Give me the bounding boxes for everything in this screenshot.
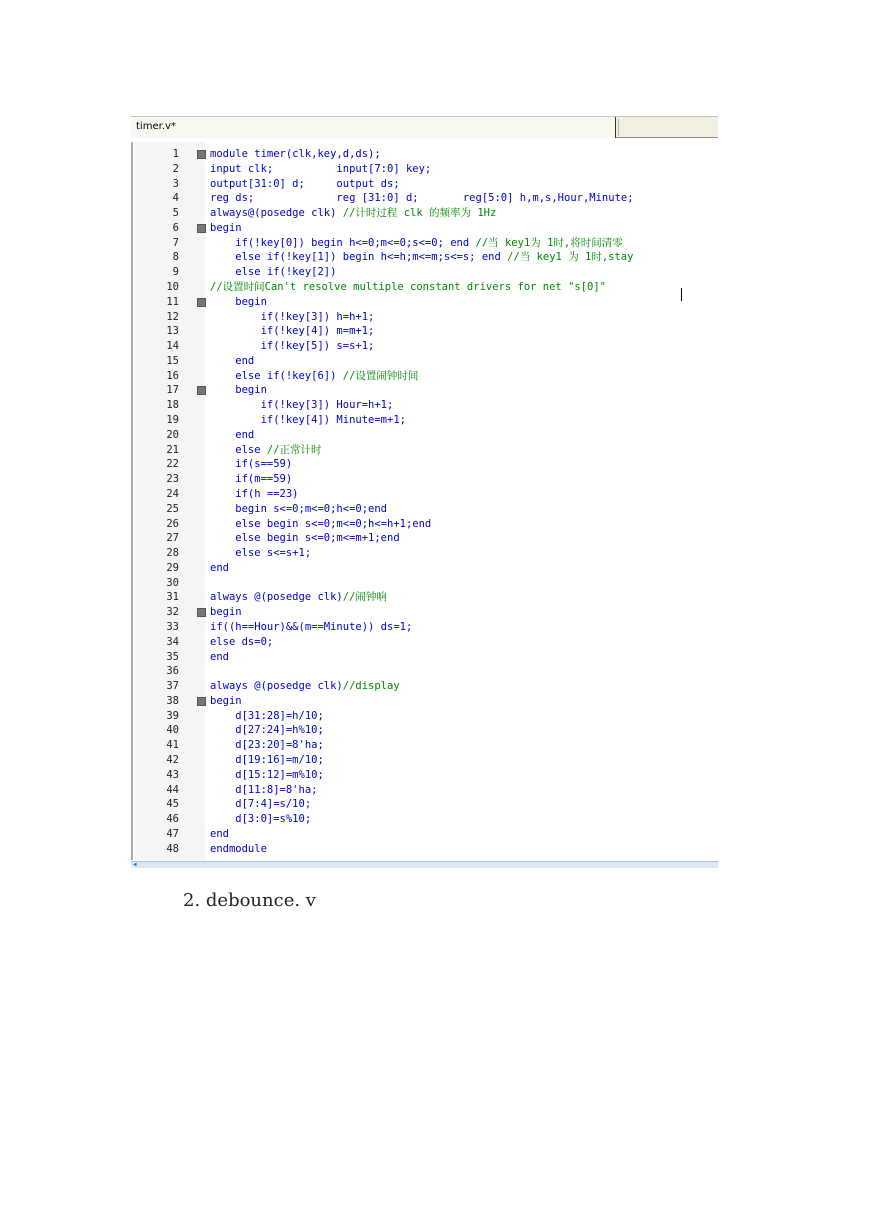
code-text (210, 679, 400, 694)
code-text (210, 354, 254, 369)
code-text (210, 650, 229, 665)
line-number: 29 (166, 561, 179, 574)
code-line[interactable] (133, 827, 718, 842)
fold-collapse-icon[interactable] (197, 224, 206, 233)
horizontal-scrollbar[interactable] (131, 861, 718, 868)
code-text (210, 812, 311, 827)
code-line[interactable] (133, 369, 718, 384)
line-number: 25 (166, 502, 179, 515)
code-text (210, 738, 324, 753)
code-text (210, 472, 292, 487)
code-text (210, 502, 387, 517)
line-number: 46 (166, 813, 179, 826)
code-text (210, 295, 267, 310)
code-line[interactable] (133, 709, 718, 724)
line-number: 23 (166, 473, 179, 486)
line-number: 38 (166, 694, 179, 707)
code-text (210, 236, 623, 251)
code-token: if(!key[5]) s=s+1; (210, 340, 375, 353)
code-text (210, 605, 242, 620)
code-text (210, 265, 336, 280)
code-line[interactable] (133, 797, 718, 812)
code-line[interactable] (133, 206, 718, 221)
code-line[interactable] (133, 177, 718, 192)
code-token: else (210, 443, 267, 456)
code-token: if(!key[3]) Hour=h+1; (210, 399, 394, 412)
code-token: module timer(clk,key,d,ds); (210, 148, 381, 160)
code-token: input clk; input[7:0] key; (210, 162, 432, 175)
code-line[interactable] (133, 694, 718, 709)
code-text (210, 398, 393, 413)
code-token: d[7:4]=s/10; (210, 798, 312, 811)
fold-collapse-icon[interactable] (197, 608, 206, 617)
code-line[interactable] (133, 502, 718, 517)
code-token: end (210, 354, 255, 367)
code-token: d[31:28]=h/10; (210, 709, 324, 722)
line-number: 48 (166, 842, 179, 855)
code-token: d[23:20]=8'ha; (210, 739, 324, 752)
line-number: 24 (166, 487, 179, 500)
tab-timer-v[interactable]: timer.v* (131, 117, 616, 138)
code-line[interactable] (133, 635, 718, 650)
code-editor-window (131, 116, 718, 868)
line-number: 13 (166, 325, 179, 338)
code-line[interactable] (133, 664, 718, 679)
fold-collapse-icon[interactable] (197, 386, 206, 395)
code-text (210, 709, 324, 724)
line-number: 43 (166, 768, 179, 781)
code-token: else if(!key[6]) (210, 369, 343, 382)
code-token: d[27:24]=h%10; (210, 724, 324, 737)
code-token: end (210, 650, 229, 663)
code-comment: //当 key1 为 1时,stay (507, 251, 634, 264)
code-text (210, 383, 267, 398)
code-text (210, 162, 431, 177)
code-token: begin (210, 606, 242, 619)
line-number: 41 (166, 739, 179, 752)
line-number: 31 (166, 591, 179, 604)
code-line[interactable] (133, 546, 718, 561)
code-token: if(!key[3]) h=h+1; (210, 310, 375, 323)
line-number: 12 (166, 310, 179, 323)
code-token: endmodule (210, 842, 267, 855)
code-line[interactable] (133, 236, 718, 251)
code-text (210, 147, 381, 162)
code-token: begin (210, 694, 242, 707)
code-text (210, 783, 317, 798)
code-text (210, 797, 311, 812)
line-number: 26 (166, 517, 179, 530)
code-comment: //display (342, 680, 400, 693)
code-line[interactable] (133, 324, 718, 339)
code-line[interactable] (133, 354, 718, 369)
section-caption: 2. debounce. v (183, 890, 316, 911)
code-line[interactable] (133, 561, 718, 576)
line-number: 9 (172, 266, 179, 279)
code-line[interactable] (133, 147, 718, 162)
line-number: 15 (166, 354, 179, 367)
code-token: always@(posedge clk) (210, 207, 343, 220)
code-comment: //当 key1为 1时,将时间清零 (475, 236, 623, 249)
fold-collapse-icon[interactable] (197, 697, 206, 706)
code-line[interactable] (133, 723, 718, 738)
code-line[interactable] (133, 650, 718, 665)
code-token: if(!key[4]) Minute=m+1; (210, 414, 406, 427)
code-line[interactable] (133, 221, 718, 236)
code-text (210, 753, 324, 768)
code-text (210, 250, 633, 265)
line-number: 35 (166, 650, 179, 663)
code-text (210, 561, 229, 576)
line-number: 33 (166, 620, 179, 633)
line-number: 10 (166, 281, 179, 294)
line-number: 45 (166, 798, 179, 811)
line-number: 8 (172, 251, 179, 264)
tab-strip (131, 116, 718, 138)
code-area[interactable] (131, 142, 718, 860)
code-line[interactable] (133, 812, 718, 827)
line-number: 5 (172, 207, 179, 220)
line-number: 3 (172, 177, 179, 190)
code-comment: //闹钟响 (342, 591, 387, 604)
line-number: 34 (166, 635, 179, 648)
code-line[interactable] (133, 398, 718, 413)
line-number: 42 (166, 753, 179, 766)
code-line[interactable] (133, 753, 718, 768)
line-number: 4 (172, 192, 179, 205)
code-token: end (210, 561, 229, 574)
line-number: 40 (166, 724, 179, 737)
code-text (210, 428, 254, 443)
code-line[interactable] (133, 191, 718, 206)
code-text (210, 324, 374, 339)
code-token: d[11:8]=8'ha; (210, 783, 318, 796)
code-text (210, 768, 324, 783)
code-line[interactable] (133, 339, 718, 354)
code-line[interactable] (133, 280, 718, 295)
code-line[interactable] (133, 443, 718, 458)
code-line[interactable] (133, 590, 718, 605)
code-line[interactable] (133, 783, 718, 798)
code-line[interactable] (133, 531, 718, 546)
code-text (210, 694, 242, 709)
line-number: 17 (166, 384, 179, 397)
code-token: d[19:16]=m/10; (210, 753, 324, 766)
code-text (210, 191, 634, 206)
code-token: output[31:0] d; output ds; (210, 177, 400, 190)
code-line[interactable] (133, 679, 718, 694)
code-token: if((h==Hour)&&(m==Minute)) ds=1; (210, 620, 413, 633)
line-number: 36 (166, 665, 179, 678)
line-number: 16 (166, 369, 179, 382)
code-text (210, 487, 299, 502)
code-line[interactable] (133, 413, 718, 428)
line-number: 39 (166, 709, 179, 722)
code-text (210, 413, 406, 428)
line-number: 18 (166, 399, 179, 412)
code-token: reg ds; reg [31:0] d; reg[5:0] h,m,s,Hour,Minute; (210, 192, 634, 205)
code-token: if(!key[4]) m=m+1; (210, 325, 375, 338)
code-line[interactable] (133, 295, 718, 310)
code-text (210, 546, 311, 561)
code-token: else begin s<=0;m<=0;h<=h+1;end (210, 517, 432, 530)
code-token: if(!key[0]) begin h<=0;m<=0;s<=0; end (210, 236, 476, 249)
code-token: always @(posedge clk) (210, 591, 343, 604)
code-line[interactable] (133, 265, 718, 280)
code-line[interactable] (133, 487, 718, 502)
code-line[interactable] (133, 605, 718, 620)
line-number: 21 (166, 443, 179, 456)
code-line[interactable] (133, 383, 718, 398)
code-text (210, 457, 292, 472)
code-token: d[15:12]=m%10; (210, 768, 324, 781)
code-text (210, 443, 322, 458)
code-text (210, 635, 273, 650)
fold-collapse-icon[interactable] (197, 150, 206, 159)
line-number: 22 (166, 458, 179, 471)
line-number: 6 (172, 221, 179, 234)
code-token: if(h ==23) (210, 487, 299, 500)
code-line[interactable] (133, 457, 718, 472)
code-line[interactable] (133, 768, 718, 783)
code-text (210, 280, 606, 295)
line-number: 20 (166, 428, 179, 441)
code-token: if(s==59) (210, 458, 293, 471)
code-line[interactable] (133, 517, 718, 532)
code-line[interactable] (133, 842, 718, 857)
line-number: 14 (166, 340, 179, 353)
code-line[interactable] (133, 576, 718, 591)
code-comment: //设置时间Can't resolve multiple constant drivers for net "s[0]" (210, 281, 607, 294)
fold-collapse-icon[interactable] (197, 298, 206, 307)
code-text (210, 723, 324, 738)
line-number: 30 (166, 576, 179, 589)
code-text (210, 339, 374, 354)
code-token: else if(!key[1]) begin h<=h;m<=m;s<=s; end (210, 251, 508, 264)
code-comment: //正常计时 (266, 443, 322, 456)
code-text (210, 221, 242, 236)
code-line[interactable] (133, 162, 718, 177)
code-comment: //设置闹钟时间 (342, 369, 419, 382)
code-text (210, 369, 418, 384)
code-line[interactable] (133, 620, 718, 635)
code-text (210, 310, 374, 325)
code-text (210, 177, 400, 192)
code-token: else begin s<=0;m<=m+1;end (210, 532, 400, 545)
code-token: begin (210, 295, 267, 308)
code-token: end (210, 827, 229, 840)
line-number: 32 (166, 606, 179, 619)
code-token: else s<=s+1; (210, 547, 312, 560)
code-token: else ds=0; (210, 635, 274, 648)
line-number: 11 (166, 295, 179, 308)
code-text (210, 517, 431, 532)
code-line[interactable] (133, 310, 718, 325)
line-number: 7 (172, 236, 179, 249)
code-text (210, 531, 400, 546)
tab-strip-empty (618, 119, 718, 136)
code-token: d[3:0]=s%10; (210, 813, 312, 826)
code-text (210, 620, 412, 635)
code-text (210, 842, 267, 857)
code-text (210, 827, 229, 842)
line-number: 27 (166, 532, 179, 545)
code-token: if(m==59) (210, 473, 293, 486)
scroll-left-icon[interactable]: ◀ (133, 861, 137, 868)
code-text (210, 206, 496, 221)
code-line[interactable] (133, 738, 718, 753)
line-number: 28 (166, 547, 179, 560)
line-number: 37 (166, 680, 179, 693)
line-number: 2 (172, 162, 179, 175)
code-token: else if(!key[2]) (210, 266, 337, 279)
line-number: 47 (166, 827, 179, 840)
code-token: always @(posedge clk) (210, 680, 343, 693)
line-number: 44 (166, 783, 179, 796)
line-number: 19 (166, 414, 179, 427)
code-token: end (210, 428, 255, 441)
code-line[interactable] (133, 472, 718, 487)
code-token: begin (210, 384, 267, 397)
code-line[interactable] (133, 250, 718, 265)
code-token: begin s<=0;m<=0;h<=0;end (210, 502, 388, 515)
code-comment: //计时过程 clk 的频率为 1Hz (342, 207, 497, 220)
code-line[interactable] (133, 428, 718, 443)
code-text (210, 590, 387, 605)
code-token: begin (210, 221, 242, 234)
line-number: 1 (172, 148, 179, 160)
